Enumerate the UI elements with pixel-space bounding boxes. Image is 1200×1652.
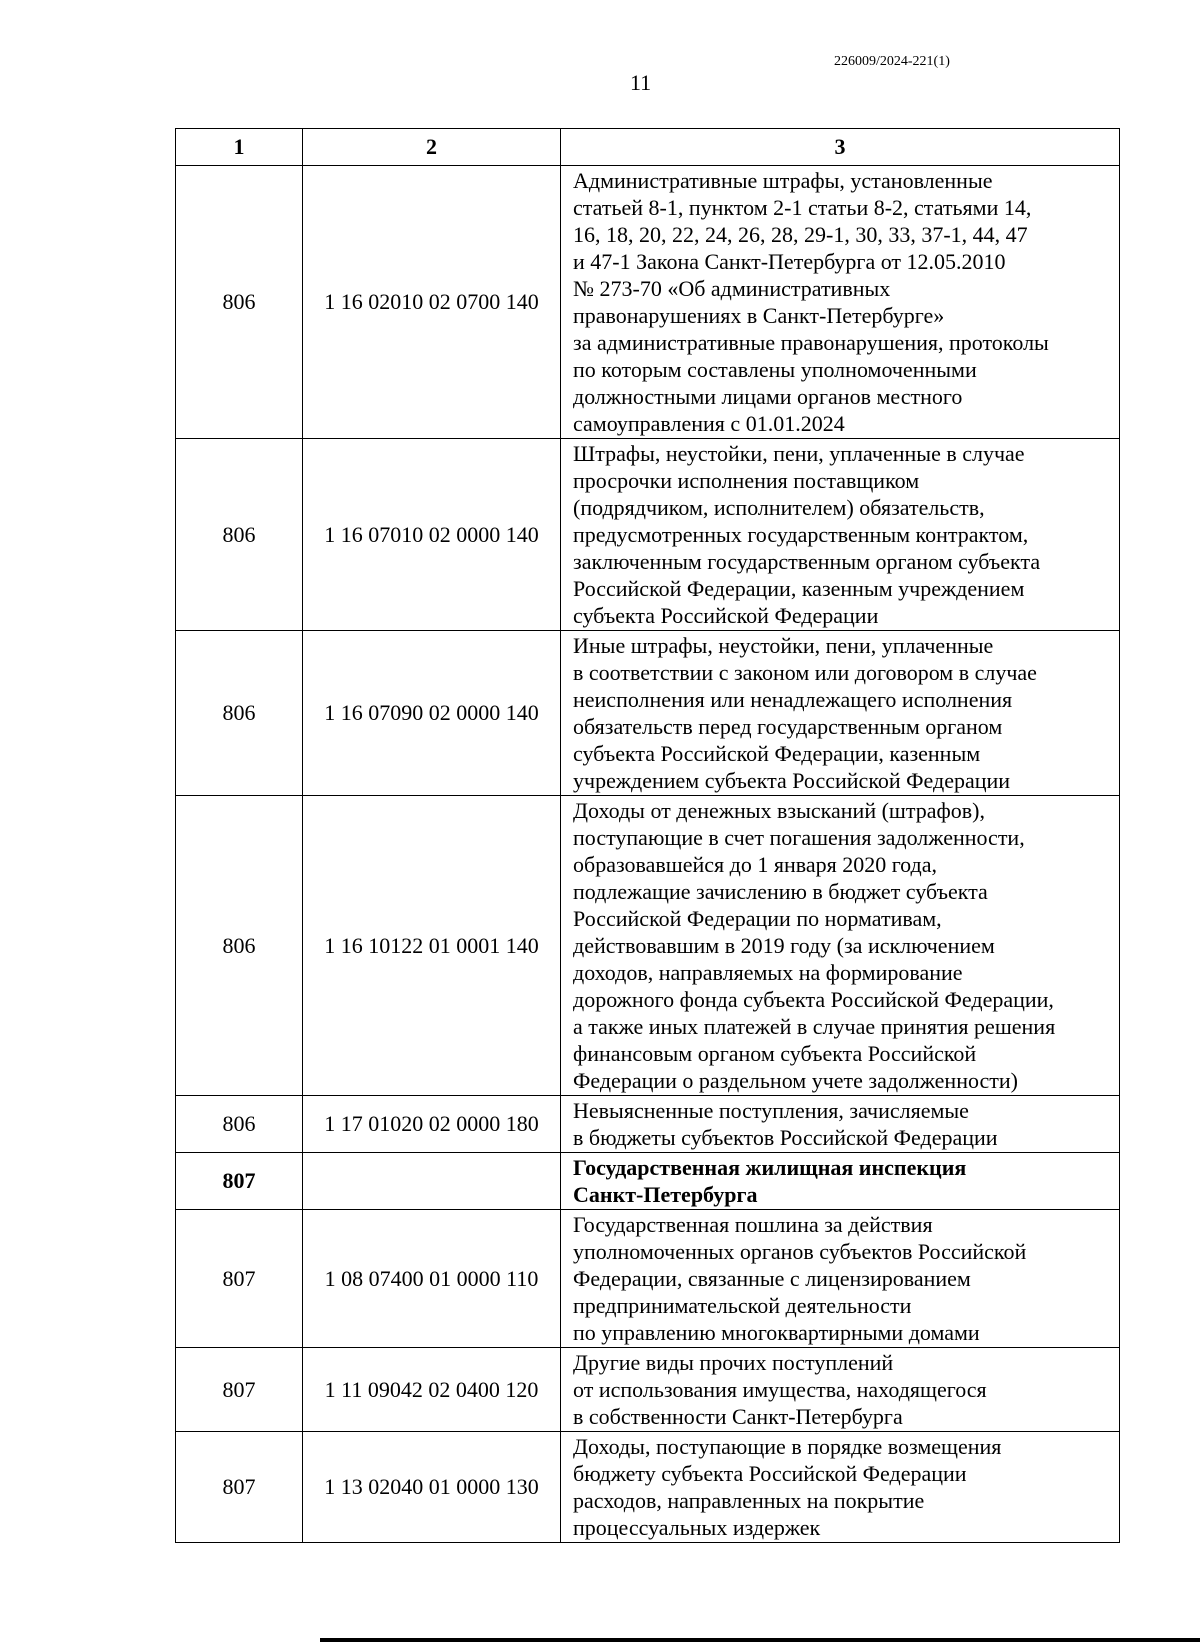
- description-line: поступающие в счет погашения задолженности,: [573, 825, 1025, 850]
- table-row: [176, 166, 1120, 439]
- description-line: расходов, направленных на покрытие: [573, 1488, 925, 1513]
- description-line: дорожного фонда субъекта Российской Федерации,: [573, 987, 1054, 1012]
- description-line: предусмотренных государственным контрактом,: [573, 522, 1029, 547]
- income-description-cell: [561, 631, 1120, 796]
- budget-classification-code-cell: 1 13 02040 01 0000 130: [303, 1432, 561, 1543]
- page-number: 11: [630, 70, 652, 95]
- table-header-row: [176, 129, 1120, 166]
- description-line: доходов, направляемых на формирование: [573, 960, 963, 985]
- description-line: предпринимательской деятельности: [573, 1293, 912, 1318]
- description-line: финансовым органом субъекта Российской: [573, 1041, 977, 1066]
- budget-classification-code-cell: 1 16 07090 02 0000 140: [303, 631, 561, 796]
- description-line: № 273-70 «Об административных: [573, 276, 891, 301]
- description-line: за административные правонарушения, протоколы: [573, 330, 1049, 355]
- description-line: действовавшим в 2019 году (за исключением: [573, 933, 995, 958]
- description-line: Доходы, поступающие в порядке возмещения: [573, 1434, 1002, 1459]
- admin-code-cell: 807: [176, 1432, 303, 1543]
- description-line: статьей 8-1, пунктом 2-1 статьи 8-2, статьями 14,: [573, 195, 1032, 220]
- income-description-cell: [561, 166, 1120, 439]
- table-row: [176, 1348, 1120, 1432]
- description-line: и 47-1 Закона Санкт-Петербурга от 12.05.2010: [573, 249, 1006, 274]
- table-row: [176, 631, 1120, 796]
- description-line: Иные штрафы, неустойки, пени, уплаченные: [573, 633, 994, 658]
- document-number: 226009/2024-221(1): [834, 54, 950, 69]
- description-line: неисполнения или ненадлежащего исполнения: [573, 687, 1013, 712]
- description-line: просрочки исполнения поставщиком: [573, 468, 920, 493]
- description-line: Федерации о раздельном учете задолженности): [573, 1068, 1018, 1093]
- description-line: Административные штрафы, установленные: [573, 168, 993, 193]
- description-line: Российской Федерации, казенным учреждением: [573, 576, 1025, 601]
- description-line: в соответствии с законом или договором в случае: [573, 660, 1037, 685]
- description-line: образовавшейся до 1 января 2020 года,: [573, 852, 937, 877]
- income-description-cell: [561, 1210, 1120, 1348]
- description-line: Санкт-Петербурга: [573, 1182, 758, 1207]
- description-line: (подрядчиком, исполнителем) обязательств,: [573, 495, 985, 520]
- description-line: уполномоченных органов субъектов Российской: [573, 1239, 1027, 1264]
- income-description-cell: [561, 1153, 1120, 1210]
- table-row: [176, 1153, 1120, 1210]
- description-line: подлежащие зачислению в бюджет субъекта: [573, 879, 988, 904]
- table-row: [176, 1210, 1120, 1348]
- admin-code-cell: 806: [176, 796, 303, 1096]
- income-codes-table: [175, 128, 1120, 1543]
- column-header-3: 3: [561, 129, 1120, 166]
- description-line: самоуправления с 01.01.2024: [573, 411, 845, 436]
- description-line: а также иных платежей в случае принятия решения: [573, 1014, 1056, 1039]
- description-line: правонарушениях в Санкт-Петербурге»: [573, 303, 945, 328]
- budget-classification-code-cell: 1 16 10122 01 0001 140: [303, 796, 561, 1096]
- column-header-2: 2: [303, 129, 561, 166]
- bottom-rule: [320, 1638, 1200, 1642]
- admin-code-cell: 806: [176, 631, 303, 796]
- column-header-1: 1: [176, 129, 303, 166]
- table-row: [176, 1432, 1120, 1543]
- admin-code-cell: 806: [176, 166, 303, 439]
- description-line: субъекта Российской Федерации, казенным: [573, 741, 981, 766]
- admin-code-cell: 807: [176, 1153, 303, 1210]
- budget-classification-code-cell: 1 16 02010 02 0700 140: [303, 166, 561, 439]
- description-line: по управлению многоквартирными домами: [573, 1320, 980, 1345]
- description-line: в бюджеты субъектов Российской Федерации: [573, 1125, 998, 1150]
- description-line: Федерации, связанные с лицензированием: [573, 1266, 971, 1291]
- table-row: [176, 1096, 1120, 1153]
- description-line: 16, 18, 20, 22, 24, 26, 28, 29-1, 30, 33, 37-1, 44, 47: [573, 222, 1028, 247]
- admin-code-cell: 807: [176, 1210, 303, 1348]
- budget-classification-code-cell: 1 16 07010 02 0000 140: [303, 439, 561, 631]
- description-line: субъекта Российской Федерации: [573, 603, 879, 628]
- description-line: заключенным государственным органом субъекта: [573, 549, 1041, 574]
- description-line: Государственная пошлина за действия: [573, 1212, 933, 1237]
- admin-code-cell: 807: [176, 1348, 303, 1432]
- budget-classification-code-cell: 1 11 09042 02 0400 120: [303, 1348, 561, 1432]
- budget-classification-code-cell: 1 17 01020 02 0000 180: [303, 1096, 561, 1153]
- description-line: учреждением субъекта Российской Федерации: [573, 768, 1011, 793]
- description-line: Российской Федерации по нормативам,: [573, 906, 942, 931]
- table-row: [176, 796, 1120, 1096]
- description-line: по которым составлены уполномоченными: [573, 357, 977, 382]
- budget-classification-code-cell: 1 08 07400 01 0000 110: [303, 1210, 561, 1348]
- description-line: Штрафы, неустойки, пени, уплаченные в случае: [573, 441, 1025, 466]
- description-line: Другие виды прочих поступлений: [573, 1350, 894, 1375]
- description-line: Невыясненные поступления, зачисляемые: [573, 1098, 969, 1123]
- admin-code-cell: 806: [176, 1096, 303, 1153]
- description-line: процессуальных издержек: [573, 1515, 821, 1540]
- table-row: [176, 439, 1120, 631]
- description-line: бюджету субъекта Российской Федерации: [573, 1461, 967, 1486]
- income-description-cell: [561, 1096, 1120, 1153]
- description-line: Государственная жилищная инспекция: [573, 1155, 967, 1180]
- description-line: в собственности Санкт-Петербурга: [573, 1404, 903, 1429]
- income-description-cell: [561, 1348, 1120, 1432]
- budget-classification-code-cell: [303, 1153, 561, 1210]
- admin-code-cell: 806: [176, 439, 303, 631]
- income-description-cell: [561, 796, 1120, 1096]
- description-line: от использования имущества, находящегося: [573, 1377, 987, 1402]
- description-line: должностными лицами органов местного: [573, 384, 963, 409]
- income-description-cell: [561, 1432, 1120, 1543]
- income-description-cell: [561, 439, 1120, 631]
- description-line: Доходы от денежных взысканий (штрафов),: [573, 798, 985, 823]
- description-line: обязательств перед государственным органом: [573, 714, 1003, 739]
